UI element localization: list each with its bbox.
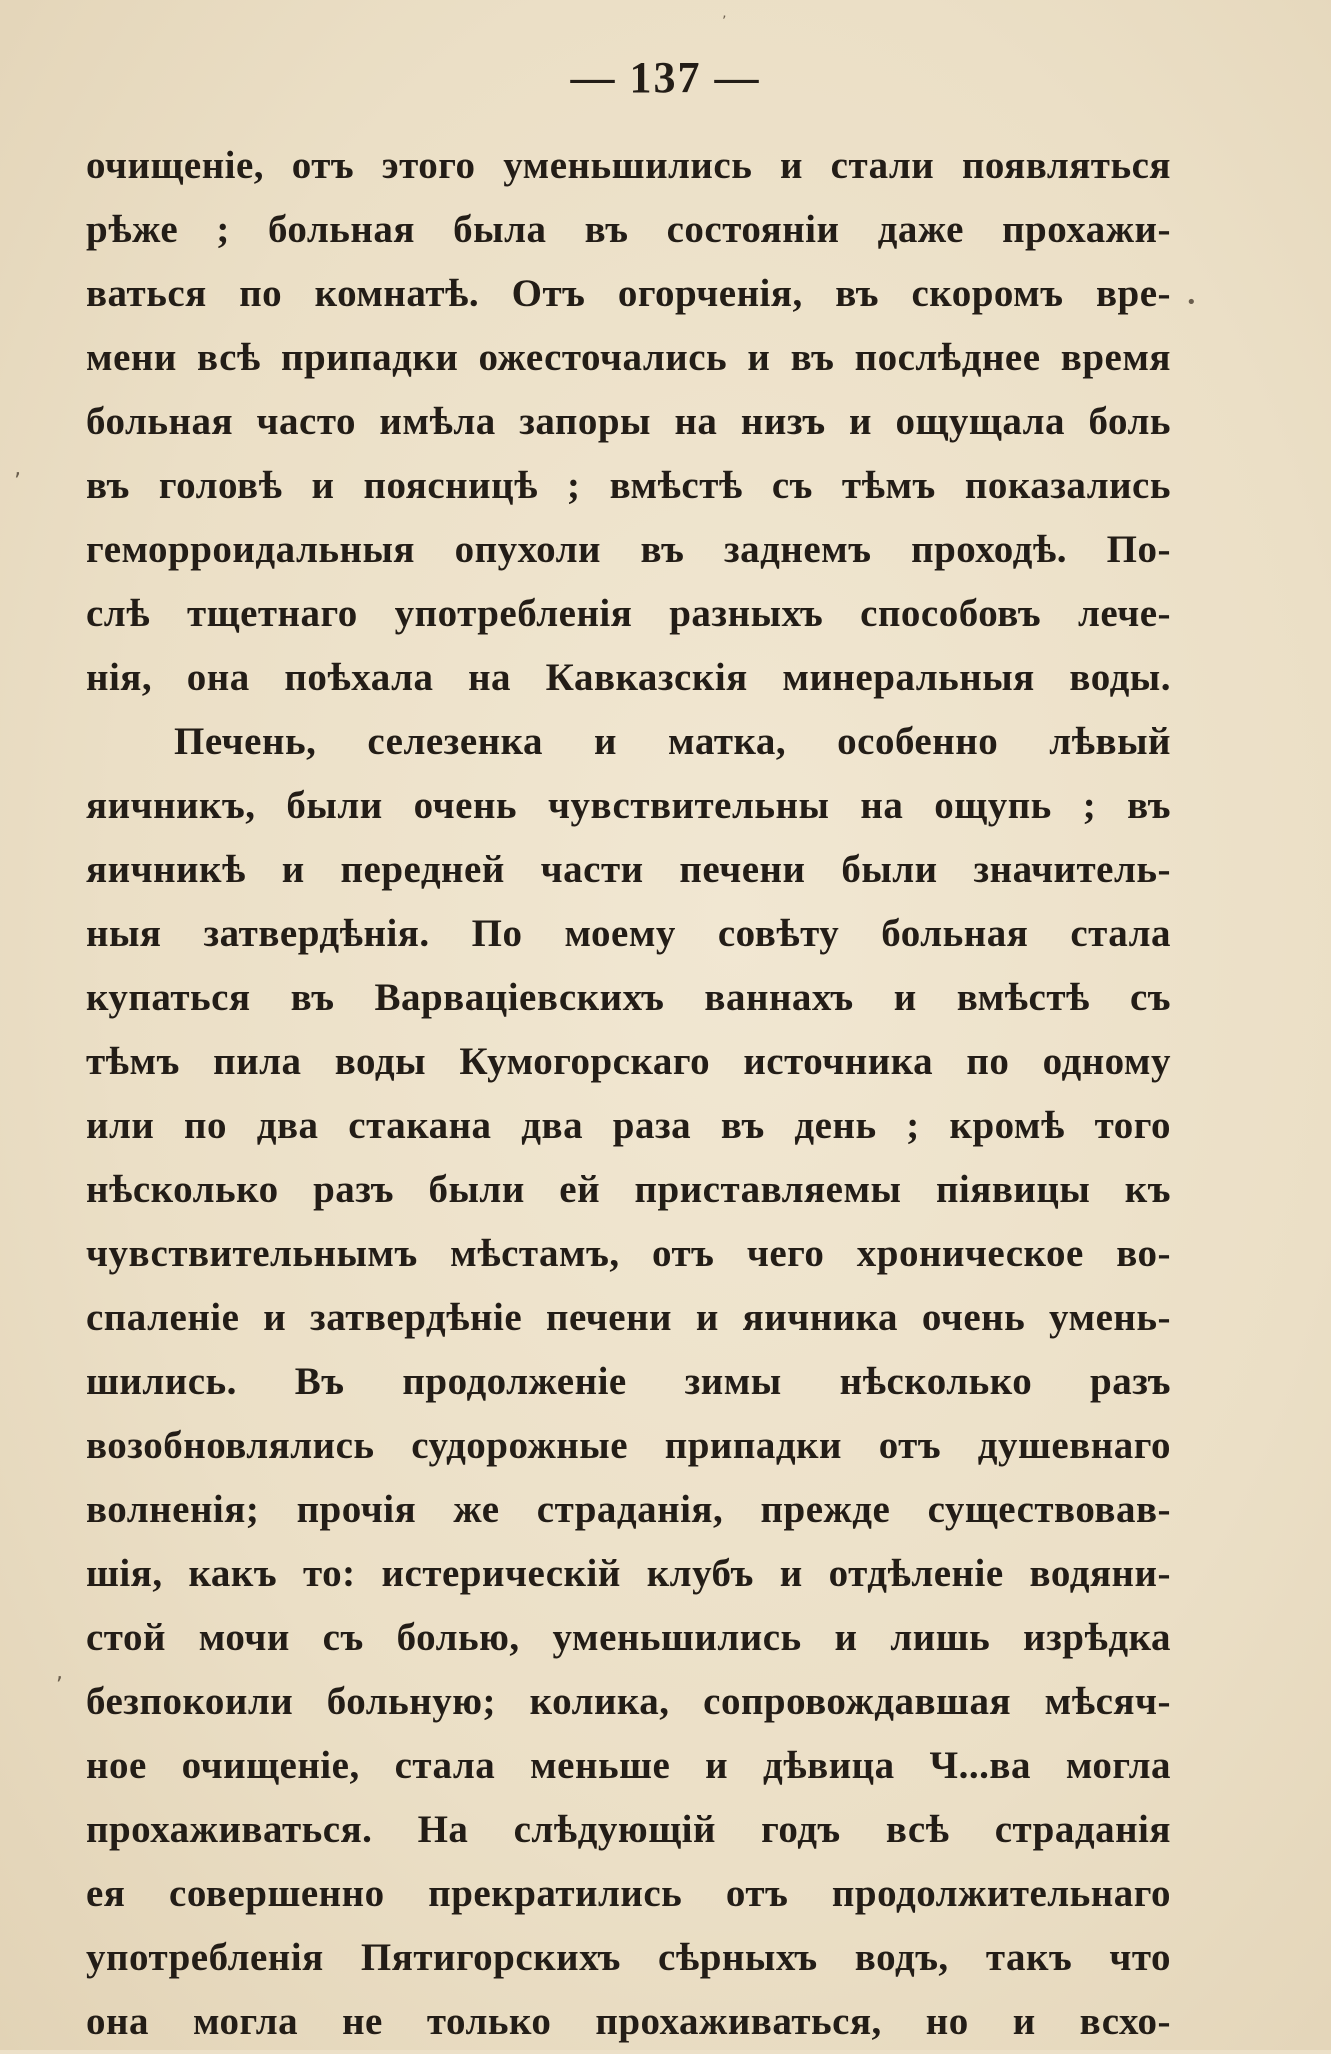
text-line: спаленіе и затвердѣніе печени и яичника очень умень- [86, 1296, 1171, 1339]
text-line: очищеніе, отъ этого уменьшились и стали появляться [86, 144, 1171, 187]
text-line: безпокоили больную; колика, сопровождавшая мѣсяч- [86, 1680, 1171, 1723]
text-line: яичникъ, были очень чувствительны на ощупь ; въ [86, 784, 1171, 827]
paragraph-first-line: Печень, селезенка и матка, особенно лѣвый [174, 720, 1171, 763]
text-line: въ головѣ и поясницѣ ; вмѣстѣ съ тѣмъ показались [86, 464, 1171, 507]
print-speck: ‚ [14, 456, 21, 481]
text-line: больная часто имѣла запоры на низъ и ощущала боль [86, 400, 1171, 443]
text-line: или по два стакана два раза въ день ; кромѣ того [86, 1104, 1171, 1147]
text-line: ныя затвердѣнія. По моему совѣту больная стала [86, 912, 1171, 955]
body-text [86, 134, 1171, 2054]
page-number: — 137 — [570, 53, 761, 102]
text-line: волненія; прочія же страданія, прежде существовав- [86, 1488, 1171, 1531]
text-line: геморроидальныя опухоли въ заднемъ проходѣ. По- [86, 528, 1171, 571]
text-line: она могла не только прохаживаться, но и всхо- [86, 2000, 1171, 2043]
text-line: возобновлялись судорожные припадки отъ душевнаго [86, 1424, 1171, 1467]
text-line: ея совершенно прекратились отъ продолжительнаго [86, 1872, 1171, 1915]
text-line: слѣ тщетнаго употребленія разныхъ способовъ лече- [86, 592, 1171, 635]
print-speck: ’ [722, 14, 727, 30]
text-line: стой мочи съ болью, уменьшились и лишь изрѣдка [86, 1616, 1171, 1659]
text-line: купаться въ Варваціевскихъ ваннахъ и вмѣстѣ съ [86, 976, 1171, 1019]
text-line: прохаживаться. На слѣдующій годъ всѣ страданія [86, 1808, 1171, 1851]
text-line: яичникѣ и передней части печени были значитель- [86, 848, 1171, 891]
text-line: тѣмъ пила воды Кумогорскаго источника по одному [86, 1040, 1171, 1083]
text-line: употребленія Пятигорскихъ сѣрныхъ водъ, такъ что [86, 1936, 1171, 1979]
text-line: чувствительнымъ мѣстамъ, отъ чего хроническое во- [86, 1232, 1171, 1275]
text-line: шія, какъ то: истерическій клубъ и отдѣленіе водяни- [86, 1552, 1171, 1595]
print-speck: , [56, 1660, 63, 1685]
text-line: нѣсколько разъ были ей приставляемы піявицы къ [86, 1168, 1171, 1211]
text-line: нія, она поѣхала на Кавказскія минеральныя воды. [86, 656, 1171, 699]
text-line: ваться по комнатѣ. Отъ огорченія, въ скоромъ вре- [86, 272, 1171, 315]
text-line: шились. Въ продолженіе зимы нѣсколько разъ [86, 1360, 1171, 1403]
text-line: рѣже ; больная была въ состояніи даже прохажи- [86, 208, 1171, 251]
print-speck: • [1186, 292, 1197, 313]
text-line: ное очищеніе, стала меньше и дѣвица Ч...ва могла [86, 1744, 1171, 1787]
text-line: мени всѣ припадки ожесточались и въ послѣднее время [86, 336, 1171, 379]
